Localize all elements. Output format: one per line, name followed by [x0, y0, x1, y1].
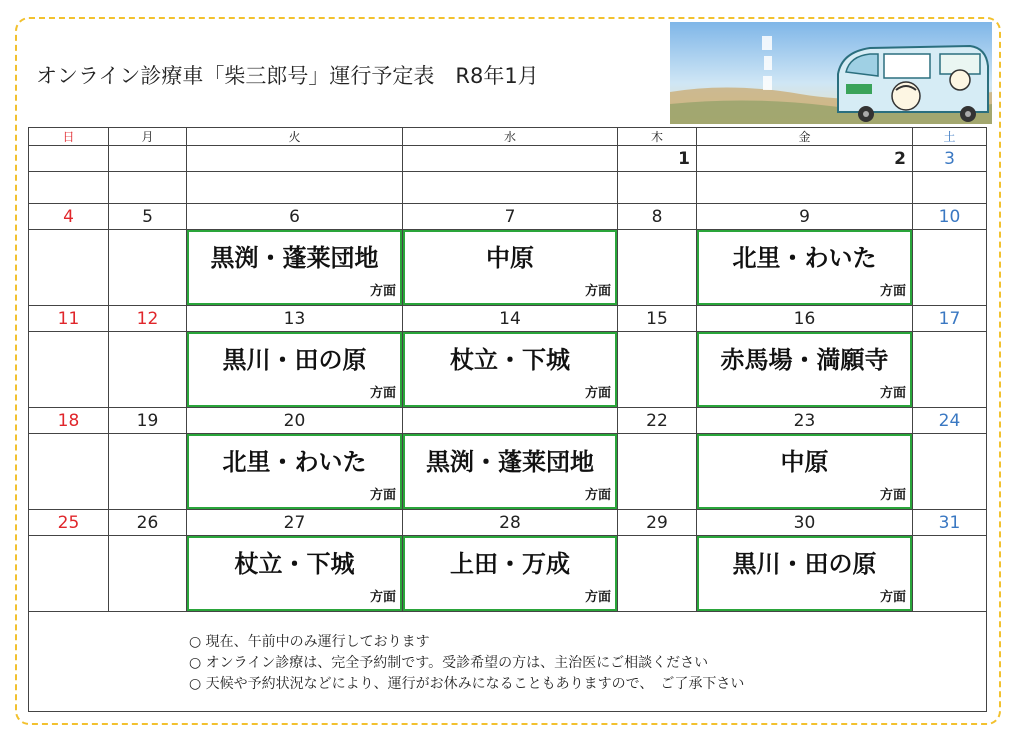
schedule-cell	[187, 332, 403, 408]
date-cell: 24	[913, 408, 987, 434]
route-direction: 方面	[369, 590, 396, 605]
schedule-cell	[697, 230, 913, 306]
weekday-fri: 金	[697, 128, 913, 146]
schedule-cell	[403, 332, 618, 408]
route-direction: 方面	[879, 488, 906, 503]
route-place: 杖立・下城	[234, 550, 355, 578]
date-cell: 30	[697, 510, 913, 536]
weekday-wed: 水	[403, 128, 618, 146]
schedule-cell	[403, 536, 618, 612]
note-item: ○ オンライン診療は、完全予約制です。受診希望の方は、主治医にご相談ください	[189, 655, 709, 671]
route-direction: 方面	[369, 386, 396, 401]
van-icon	[838, 46, 988, 122]
route-direction: 方面	[879, 284, 906, 299]
date-cell: 16	[697, 306, 913, 332]
date-cell: 3	[913, 146, 987, 172]
route-place: 北里・わいた	[732, 244, 877, 272]
week-1-dates	[29, 146, 987, 172]
schedule-cell	[403, 230, 618, 306]
route-direction: 方面	[879, 590, 906, 605]
schedule-cell	[913, 230, 987, 306]
route-box	[403, 230, 617, 305]
route-place: 黒渕・蓬莱団地	[210, 244, 379, 272]
week-5-dates	[29, 510, 987, 536]
week-3-dates	[29, 306, 987, 332]
schedule-cell	[29, 172, 109, 204]
route-box	[697, 230, 912, 305]
route-place: 北里・わいた	[222, 448, 367, 476]
route-box	[403, 536, 617, 611]
schedule-cell	[109, 332, 187, 408]
date-cell: 13	[187, 306, 403, 332]
date-cell	[109, 146, 187, 172]
notes-list	[189, 632, 986, 695]
schedule-cell	[29, 536, 109, 612]
calendar-table	[28, 127, 987, 712]
schedule-cell	[109, 172, 187, 204]
schedule-cell	[403, 434, 618, 510]
date-cell: 28	[403, 510, 618, 536]
date-cell: 1	[618, 146, 697, 172]
schedule-cell	[618, 332, 697, 408]
route-direction: 方面	[584, 590, 611, 605]
schedule-cell	[697, 172, 913, 204]
route-direction: 方面	[879, 386, 906, 401]
date-cell	[187, 146, 403, 172]
schedule-cell	[403, 172, 618, 204]
date-cell	[29, 146, 109, 172]
schedule-cell	[187, 230, 403, 306]
date-cell: 22	[618, 408, 697, 434]
date-cell: 23	[697, 408, 913, 434]
route-box	[403, 332, 617, 407]
date-cell: 18	[29, 408, 109, 434]
schedule-cell	[618, 536, 697, 612]
banner-image	[670, 22, 992, 124]
route-place: 黒川・田の原	[732, 550, 877, 578]
date-cell: 4	[29, 204, 109, 230]
weekday-sat: 土	[913, 128, 987, 146]
date-cell: 7	[403, 204, 618, 230]
notes-row	[29, 612, 987, 712]
schedule-cell	[187, 172, 403, 204]
date-cell: 8	[618, 204, 697, 230]
date-cell: 5	[109, 204, 187, 230]
date-cell: 17	[913, 306, 987, 332]
schedule-cell	[109, 230, 187, 306]
schedule-cell	[29, 230, 109, 306]
route-place: 中原	[780, 448, 829, 476]
schedule-cell	[913, 332, 987, 408]
route-direction: 方面	[584, 488, 611, 503]
schedule-cell	[618, 172, 697, 204]
date-cell: 31	[913, 510, 987, 536]
week-2-dates	[29, 204, 987, 230]
schedule-cell	[913, 172, 987, 204]
date-cell: 9	[697, 204, 913, 230]
schedule-cell	[187, 536, 403, 612]
date-cell: 10	[913, 204, 987, 230]
route-box	[697, 434, 912, 509]
week-2-schedule	[29, 230, 987, 306]
note-item: ○ 現在、午前中のみ運行しております	[189, 634, 430, 650]
date-cell: 20	[187, 408, 403, 434]
route-place: 上田・万成	[450, 550, 570, 578]
date-cell: 19	[109, 408, 187, 434]
week-4-dates	[29, 408, 987, 434]
van-illustration	[670, 22, 992, 124]
date-cell: 27	[187, 510, 403, 536]
route-box	[187, 332, 402, 407]
schedule-cell	[697, 332, 913, 408]
date-cell: 6	[187, 204, 403, 230]
page-title: オンライン診療車「柴三郎号」運行予定表 R8年1月	[36, 64, 539, 88]
weekday-header	[29, 128, 987, 146]
date-cell	[403, 408, 618, 434]
route-direction: 方面	[369, 284, 396, 299]
date-cell: 12	[109, 306, 187, 332]
schedule-cell	[109, 434, 187, 510]
date-cell	[403, 146, 618, 172]
schedule-cell	[109, 536, 187, 612]
schedule-cell	[29, 332, 109, 408]
date-cell: 26	[109, 510, 187, 536]
schedule-cell	[913, 434, 987, 510]
schedule-cell	[913, 536, 987, 612]
route-place: 杖立・下城	[450, 346, 570, 374]
date-cell: 29	[618, 510, 697, 536]
date-cell: 25	[29, 510, 109, 536]
note-item: ○ 天候や予約状況などにより、運行がお休みになることもありますので、 ご了承下さい	[189, 676, 745, 692]
weekday-tue: 火	[187, 128, 403, 146]
week-5-schedule	[29, 536, 987, 612]
route-place: 中原	[486, 244, 534, 272]
schedule-cell	[697, 536, 913, 612]
route-box	[697, 332, 912, 407]
week-3-schedule	[29, 332, 987, 408]
route-box	[187, 536, 402, 611]
route-direction: 方面	[584, 386, 611, 401]
schedule-cell	[618, 230, 697, 306]
schedule-cell	[697, 434, 913, 510]
date-cell: 11	[29, 306, 109, 332]
route-box	[187, 230, 402, 305]
date-cell: 2	[697, 146, 913, 172]
schedule-cell	[618, 434, 697, 510]
route-box	[697, 536, 912, 611]
date-cell: 15	[618, 306, 697, 332]
route-direction: 方面	[369, 488, 396, 503]
route-box	[187, 434, 402, 509]
notes-cell	[29, 612, 987, 712]
schedule-cell	[187, 434, 403, 510]
schedule-cell	[29, 434, 109, 510]
weekday-sun: 日	[29, 128, 109, 146]
route-place: 黒渕・蓬莱団地	[426, 448, 594, 476]
week-4-schedule	[29, 434, 987, 510]
date-cell: 14	[403, 306, 618, 332]
route-place: 黒川・田の原	[222, 346, 367, 374]
week-1-schedule	[29, 172, 987, 204]
route-box	[403, 434, 617, 509]
weekday-mon: 月	[109, 128, 187, 146]
route-direction: 方面	[584, 284, 611, 299]
route-place: 赤馬場・満願寺	[720, 346, 889, 374]
weekday-thu: 木	[618, 128, 697, 146]
